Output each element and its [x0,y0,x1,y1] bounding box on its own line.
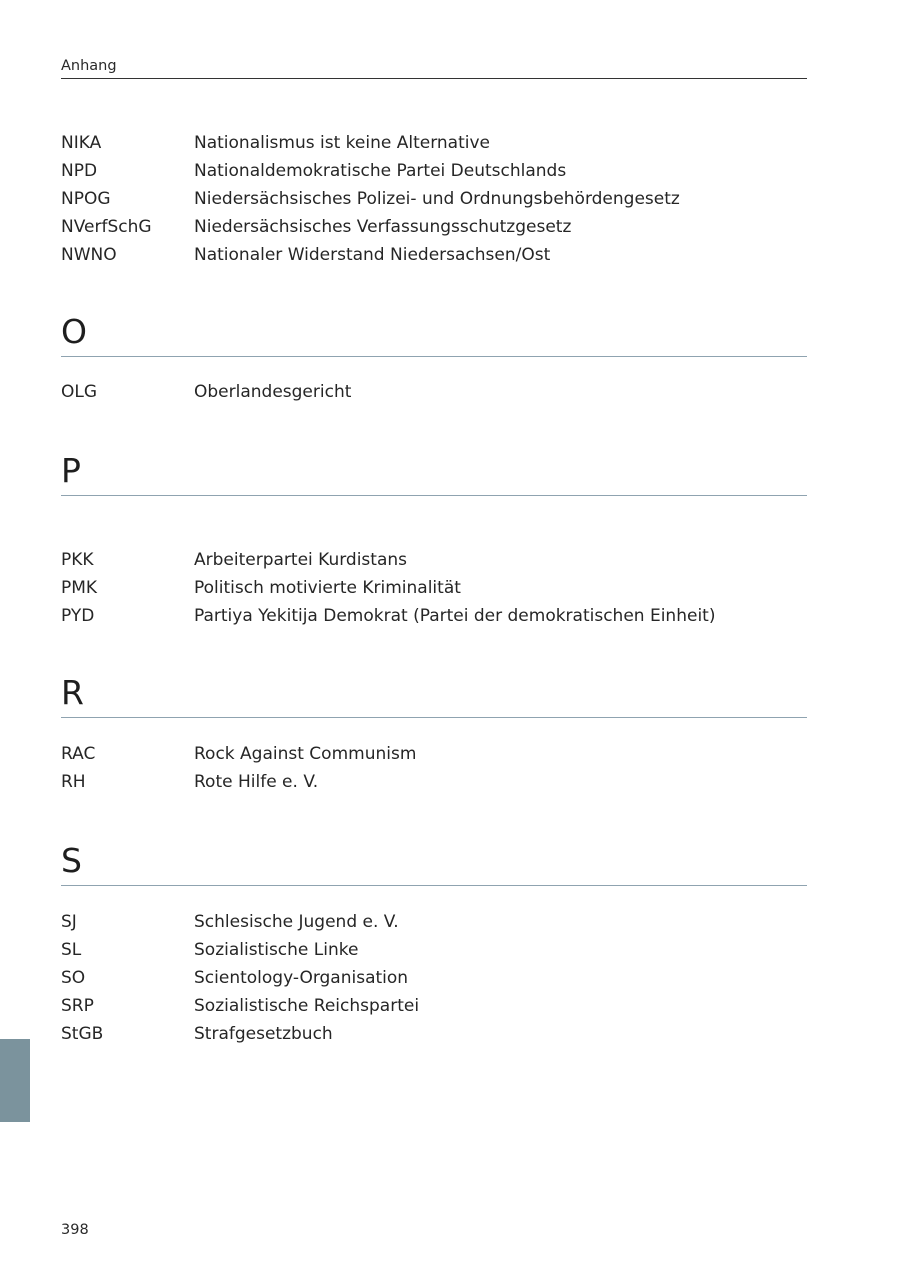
definition: Nationaldemokratische Partei Deutschlands [194,161,567,181]
abbreviation-list-r [61,740,821,796]
list-item [61,740,821,768]
list-item [61,185,821,213]
running-header: Anhang [61,58,807,79]
definition: Niedersächsisches Verfassungsschutzgesetz [194,217,572,237]
abbreviation: OLG [61,382,98,402]
definition: Scientology-Organisation [194,968,409,988]
list-item [61,241,821,269]
list-item [61,157,821,185]
definition: Arbeiterpartei Kurdistans [194,550,408,570]
abbreviation-list-o [61,378,821,406]
definition: Nationaler Widerstand Niedersachsen/Ost [194,245,551,265]
list-item [61,1020,821,1048]
abbreviation: RH [61,772,86,792]
list-item [61,378,821,406]
list-item [61,574,821,602]
abbreviation: NWNO [61,245,117,265]
definition: Partiya Yekitija Demokrat (Partei der demokratischen Einheit) [194,606,716,626]
section-letter-r: R [61,673,84,712]
abbreviation: NIKA [61,133,102,153]
definition: Rote Hilfe e. V. [194,772,319,792]
abbreviation-list-n [61,129,821,269]
list-item [61,213,821,241]
definition: Niedersächsisches Polizei- und Ordnungsbehördengesetz [194,189,680,209]
abbreviation: PKK [61,550,94,570]
abbreviation: SRP [61,996,94,1016]
list-item [61,768,821,796]
definition: Rock Against Communism [194,744,417,764]
section-letter-p: P [61,451,81,490]
definition: Nationalismus ist keine Alternative [194,133,490,153]
section-divider [61,356,807,357]
abbreviation: NPD [61,161,98,181]
section-divider [61,495,807,496]
definition: Schlesische Jugend e. V. [194,912,399,932]
definition: Strafgesetzbuch [194,1024,333,1044]
list-item [61,908,821,936]
abbreviation: RAC [61,744,96,764]
abbreviation: SJ [61,912,77,932]
section-letter-s: S [61,841,82,880]
definition: Oberlandesgericht [194,382,352,402]
abbreviation-list-p [61,546,821,630]
list-item [61,936,821,964]
abbreviation: SO [61,968,86,988]
abbreviation: PYD [61,606,95,626]
abbreviation: NVerfSchG [61,217,152,237]
abbreviation: PMK [61,578,98,598]
abbreviation: StGB [61,1024,104,1044]
list-item [61,546,821,574]
definition: Sozialistische Linke [194,940,359,960]
section-divider [61,885,807,886]
definition: Politisch motivierte Kriminalität [194,578,461,598]
list-item [61,992,821,1020]
page-number: 398 [61,1222,89,1238]
list-item [61,964,821,992]
section-divider [61,717,807,718]
abbreviation: SL [61,940,82,960]
definition: Sozialistische Reichspartei [194,996,420,1016]
list-item [61,129,821,157]
chapter-thumb-tab [0,1039,30,1122]
section-letter-o: O [61,312,87,351]
list-item [61,602,821,630]
abbreviation: NPOG [61,189,111,209]
abbreviation-list-s [61,908,821,1048]
